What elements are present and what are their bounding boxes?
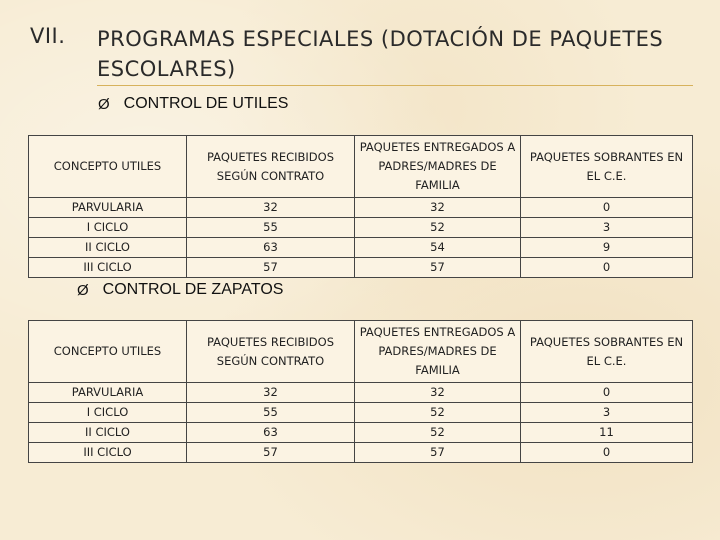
heading-control-zapatos bbox=[77, 281, 283, 299]
cell-entregados: 52 bbox=[355, 423, 521, 443]
cell-recibidos: 63 bbox=[187, 238, 355, 258]
table-header-row bbox=[29, 136, 693, 198]
cell-sobrantes: 0 bbox=[521, 198, 693, 218]
table-row bbox=[29, 218, 693, 238]
cell-concepto: I CICLO bbox=[29, 218, 187, 238]
cell-sobrantes: 0 bbox=[521, 383, 693, 403]
cell-recibidos: 57 bbox=[187, 443, 355, 463]
cell-concepto: I CICLO bbox=[29, 403, 187, 423]
cell-sobrantes: 0 bbox=[521, 443, 693, 463]
cell-sobrantes: 9 bbox=[521, 238, 693, 258]
table-row bbox=[29, 443, 693, 463]
cell-sobrantes: 3 bbox=[521, 218, 693, 238]
cell-recibidos: 57 bbox=[187, 258, 355, 278]
table-row bbox=[29, 423, 693, 443]
cell-concepto: III CICLO bbox=[29, 443, 187, 463]
cell-recibidos: 32 bbox=[187, 198, 355, 218]
cell-sobrantes: 11 bbox=[521, 423, 693, 443]
header-sobrantes: PAQUETES SOBRANTES EN EL C.E. bbox=[521, 321, 693, 383]
cell-entregados: 54 bbox=[355, 238, 521, 258]
cell-concepto: PARVULARIA bbox=[29, 198, 187, 218]
table-row bbox=[29, 238, 693, 258]
section-title: PROGRAMAS ESPECIALES (DOTACIÓN DE PAQUETES ESCOLARES) bbox=[97, 27, 664, 81]
cell-recibidos: 55 bbox=[187, 218, 355, 238]
cell-entregados: 52 bbox=[355, 403, 521, 423]
header-concepto: CONCEPTO UTILES bbox=[29, 136, 187, 198]
cell-sobrantes: 0 bbox=[521, 258, 693, 278]
arrow-bullet-icon: Ø bbox=[77, 281, 89, 299]
table-row bbox=[29, 198, 693, 218]
header-entregados: PAQUETES ENTREGADOS A PADRES/MADRES DE FAMILIA bbox=[355, 136, 521, 198]
section-number: VII. bbox=[30, 24, 66, 48]
header-sobrantes: PAQUETES SOBRANTES EN EL C.E. bbox=[521, 136, 693, 198]
cell-recibidos: 63 bbox=[187, 423, 355, 443]
table-row bbox=[29, 258, 693, 278]
header-recibidos: PAQUETES RECIBIDOS SEGÚN CONTRATO bbox=[187, 321, 355, 383]
cell-concepto: PARVULARIA bbox=[29, 383, 187, 403]
cell-entregados: 32 bbox=[355, 198, 521, 218]
cell-entregados: 57 bbox=[355, 443, 521, 463]
cell-entregados: 32 bbox=[355, 383, 521, 403]
cell-sobrantes: 3 bbox=[521, 403, 693, 423]
cell-entregados: 52 bbox=[355, 218, 521, 238]
table-row bbox=[29, 383, 693, 403]
header-entregados: PAQUETES ENTREGADOS A PADRES/MADRES DE FAMILIA bbox=[355, 321, 521, 383]
table-row bbox=[29, 403, 693, 423]
cell-recibidos: 32 bbox=[187, 383, 355, 403]
cell-concepto: II CICLO bbox=[29, 238, 187, 258]
heading-text: CONTROL DE UTILES bbox=[123, 95, 289, 112]
cell-concepto: III CICLO bbox=[29, 258, 187, 278]
zapatos-table bbox=[28, 320, 693, 463]
title-divider bbox=[97, 85, 693, 86]
heading-control-utiles bbox=[98, 95, 288, 113]
cell-entregados: 57 bbox=[355, 258, 521, 278]
header-recibidos: PAQUETES RECIBIDOS SEGÚN CONTRATO bbox=[187, 136, 355, 198]
utiles-table bbox=[28, 135, 693, 278]
cell-concepto: II CICLO bbox=[29, 423, 187, 443]
arrow-bullet-icon: Ø bbox=[98, 95, 110, 113]
table-header-row bbox=[29, 321, 693, 383]
cell-recibidos: 55 bbox=[187, 403, 355, 423]
header-concepto: CONCEPTO UTILES bbox=[29, 321, 187, 383]
heading-text: CONTROL DE ZAPATOS bbox=[102, 281, 284, 298]
